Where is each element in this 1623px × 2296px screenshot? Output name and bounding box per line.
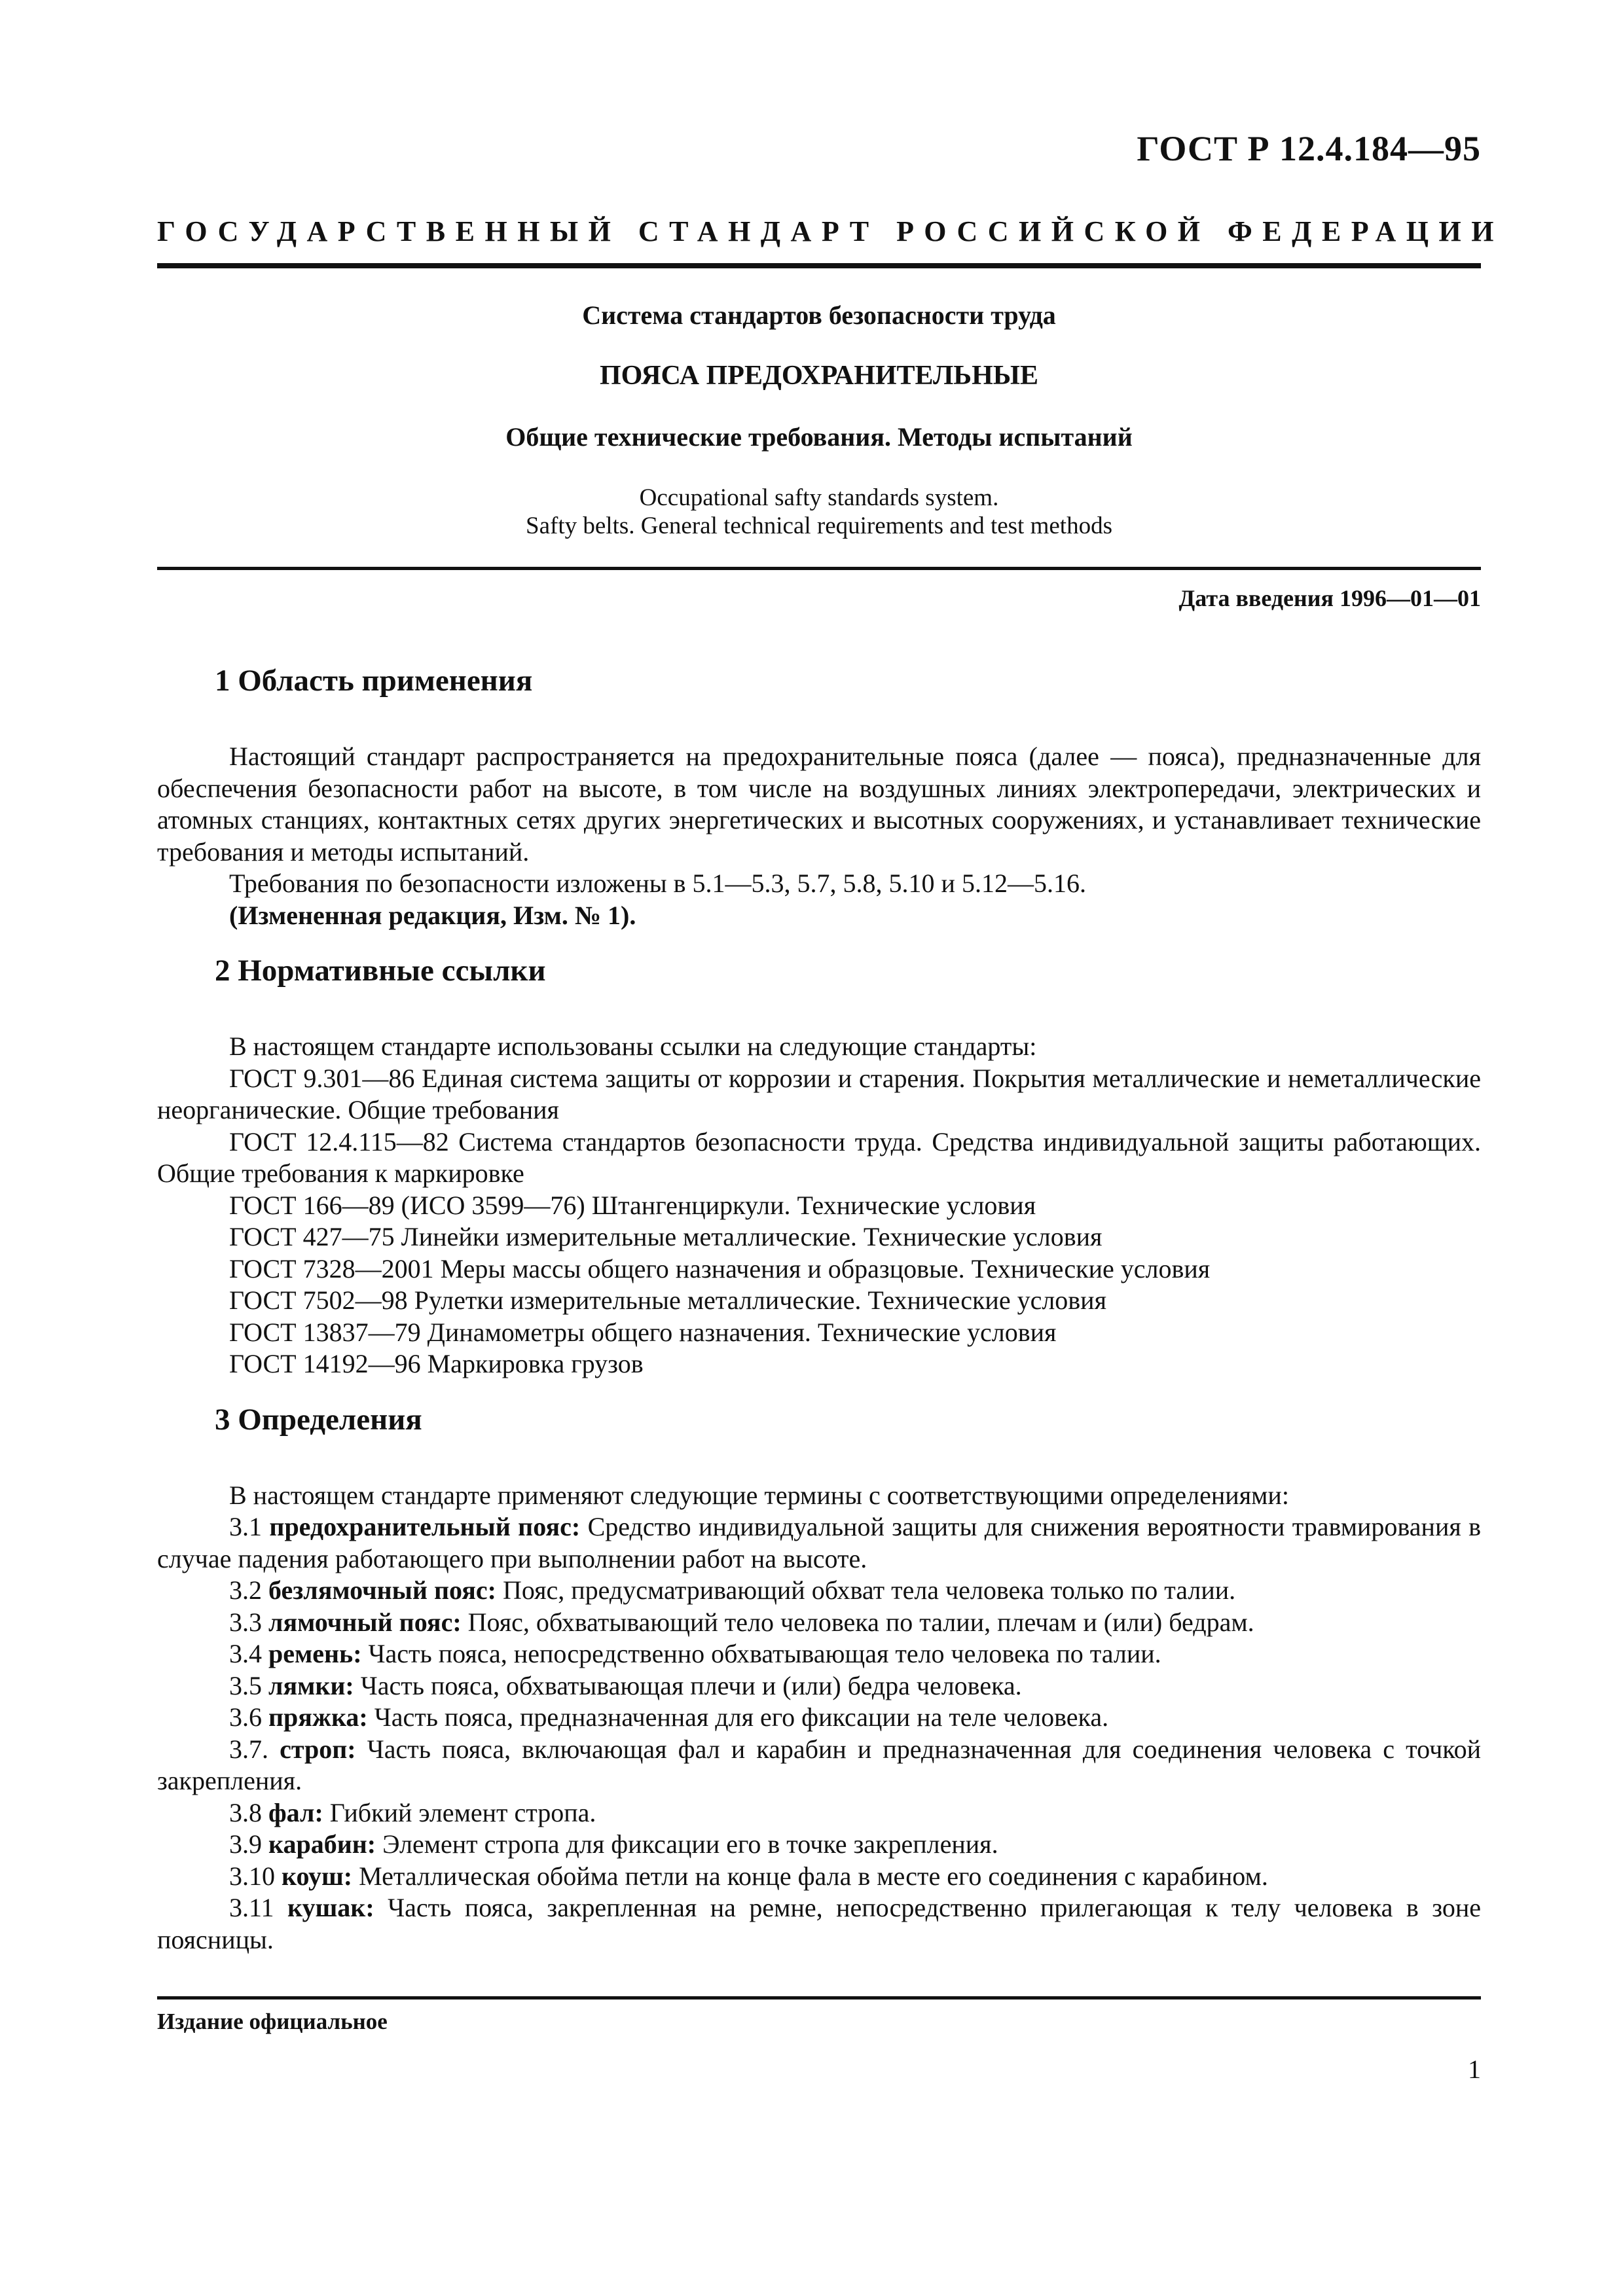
definition-number: 3.4 bbox=[229, 1639, 262, 1668]
definition-item bbox=[157, 1797, 1481, 1829]
definition-term: лямочный пояс: bbox=[268, 1607, 462, 1637]
document-body bbox=[157, 660, 1481, 1956]
definition-text: Гибкий элемент стропа. bbox=[329, 1797, 596, 1827]
definition-term: безлямочный пояс: bbox=[268, 1575, 496, 1605]
definition-text: Часть пояса, непосредственно обхватывающая тело человека по талии. bbox=[368, 1639, 1161, 1668]
reference-item: ГОСТ 7328—2001 Меры массы общего назначения и образцовые. Технические условия bbox=[229, 1253, 1211, 1283]
definition-text: Часть пояса, включающая фал и карабин и предназначенная для соединения человека с точкой закрепления. bbox=[157, 1734, 1481, 1795]
definition-item bbox=[157, 1892, 1481, 1956]
section-1-heading: 1 Область применения bbox=[215, 664, 533, 698]
footer-rule bbox=[157, 1996, 1481, 2000]
section-3-heading: 3 Определения bbox=[215, 1402, 422, 1437]
reference-item: ГОСТ 9.301—86 Единая система защиты от коррозии и старения. Покрытия металлические и неметаллические неорганические. Общие требования bbox=[157, 1063, 1481, 1124]
definition-term: строп: bbox=[280, 1734, 356, 1764]
section-3-intro: В настоящем стандарте применяют следующие термины с соответствующими определениями: bbox=[229, 1480, 1289, 1510]
standards-system-title: Система стандартов безопасности труда bbox=[582, 300, 1056, 330]
definition-number: 3.2 bbox=[229, 1575, 262, 1605]
reference-item: ГОСТ 13837—79 Динамометры общего назначения. Технические условия bbox=[229, 1317, 1057, 1347]
definition-text: Пояс, предусматривающий обхват тела человека только по талии. bbox=[502, 1575, 1236, 1605]
definition-term: коуш: bbox=[282, 1861, 353, 1891]
definition-text: Часть пояса, обхватывающая плечи и (или) бедра человека. bbox=[360, 1670, 1022, 1700]
english-title-line-2: Safty belts. General technical requirements and test methods bbox=[526, 512, 1112, 539]
definition-item bbox=[157, 1829, 1481, 1861]
definition-number: 3.8 bbox=[229, 1797, 262, 1827]
document-title: ПОЯСА ПРЕДОХРАНИТЕЛЬНЫЕ bbox=[599, 361, 1038, 391]
definition-number: 3.6 bbox=[229, 1702, 262, 1732]
definition-text: Часть пояса, предназначенная для его фиксации на теле человека. bbox=[374, 1702, 1109, 1732]
definition-term: предохранительный пояс: bbox=[269, 1512, 581, 1541]
definition-item bbox=[157, 1638, 1481, 1670]
reference-item: ГОСТ 427—75 Линейки измерительные металлические. Технические условия bbox=[229, 1222, 1103, 1251]
definition-text: Часть пояса, закрепленная на ремне, непосредственно прилегающая к телу человека в зоне поясницы. bbox=[157, 1893, 1482, 1954]
introduction-date: Дата введения 1996—01—01 bbox=[1178, 585, 1481, 611]
definition-term: пряжка: bbox=[268, 1702, 368, 1732]
english-title-line-1: Occupational safty standards system. bbox=[639, 484, 999, 511]
reference-item: ГОСТ 12.4.115—82 Система стандартов безопасности труда. Средства индивидуальной защиты работающих. Общие требования к маркировке bbox=[157, 1126, 1481, 1188]
definition-number: 3.9 bbox=[229, 1829, 262, 1859]
definition-text: Элемент стропа для фиксации его в точке закрепления. bbox=[382, 1829, 998, 1859]
definition-number: 3.7. bbox=[229, 1734, 268, 1764]
section-1-safety-paragraph: Требования по безопасности изложены в 5.1—5.3, 5.7, 5.8, 5.10 и 5.12—5.16. bbox=[229, 869, 1086, 898]
definition-text: Металлическая обойма петли на конце фала в месте его соединения с карабином. bbox=[359, 1861, 1268, 1891]
document-code: ГОСТ Р 12.4.184—95 bbox=[1137, 129, 1481, 168]
document-subtitle: Общие технические требования. Методы испытаний bbox=[505, 422, 1133, 452]
definition-number: 3.5 bbox=[229, 1670, 262, 1700]
definition-item bbox=[157, 1607, 1481, 1639]
reference-item: ГОСТ 14192—96 Маркировка грузов bbox=[229, 1349, 644, 1378]
definition-number: 3.11 bbox=[229, 1893, 274, 1922]
section-1-amendment-note bbox=[157, 900, 1481, 932]
definition-item bbox=[157, 1861, 1481, 1893]
definition-term: фал: bbox=[268, 1797, 323, 1827]
definition-number: 3.3 bbox=[229, 1607, 262, 1637]
definition-item bbox=[157, 1670, 1481, 1702]
definition-term: карабин: bbox=[268, 1829, 376, 1859]
definition-term: кушак: bbox=[287, 1893, 374, 1922]
definition-term: ремень: bbox=[268, 1639, 362, 1668]
definition-number: 3.10 bbox=[229, 1861, 275, 1891]
reference-item: ГОСТ 166—89 (ИСО 3599—76) Штангенциркули. Технические условия bbox=[229, 1190, 1036, 1220]
reference-item: ГОСТ 7502—98 Рулетки измерительные металлические. Технические условия bbox=[229, 1285, 1106, 1315]
definition-item bbox=[157, 1575, 1481, 1607]
definition-item bbox=[157, 1734, 1481, 1797]
state-standard-banner: ГОСУДАРСТВЕННЫЙ СТАНДАРТ РОССИЙСКОЙ ФЕДЕРАЦИИ bbox=[157, 215, 1504, 247]
page-number: 1 bbox=[1468, 2054, 1481, 2084]
definition-term: лямки: bbox=[268, 1670, 354, 1700]
section-2-heading: 2 Нормативные ссылки bbox=[215, 954, 546, 988]
definition-text: Средство индивидуальной защиты для снижения вероятности травмирования в случае падения работающего при выполнении работ на высоте. bbox=[157, 1512, 1482, 1573]
official-edition-label: Издание официальное bbox=[157, 2009, 388, 2034]
section-1-paragraph: Настоящий стандарт распространяется на предохранительные пояса (далее — пояса), предназначенные для обеспечения безопасности работ на высоте, в том числе на воздушных линиях электропередачи, электрических и атомных станциях, контактных сетях других энергетических и высотных сооружениях, и устанавливает технические требования и методы испытаний. bbox=[157, 742, 1481, 867]
section-2-intro: В настоящем стандарте использованы ссылки на следующие стандарты: bbox=[229, 1031, 1037, 1061]
definition-item bbox=[157, 1511, 1481, 1575]
header-rule bbox=[157, 263, 1481, 268]
definition-number: 3.1 bbox=[229, 1512, 262, 1541]
title-rule bbox=[157, 567, 1481, 570]
amendment-note-text: (Измененная редакция, Изм. № 1). bbox=[229, 900, 636, 930]
definition-text: Пояс, обхватывающий тело человека по талии, плечам и (или) бедрам. bbox=[467, 1607, 1254, 1637]
definition-item bbox=[157, 1702, 1481, 1734]
